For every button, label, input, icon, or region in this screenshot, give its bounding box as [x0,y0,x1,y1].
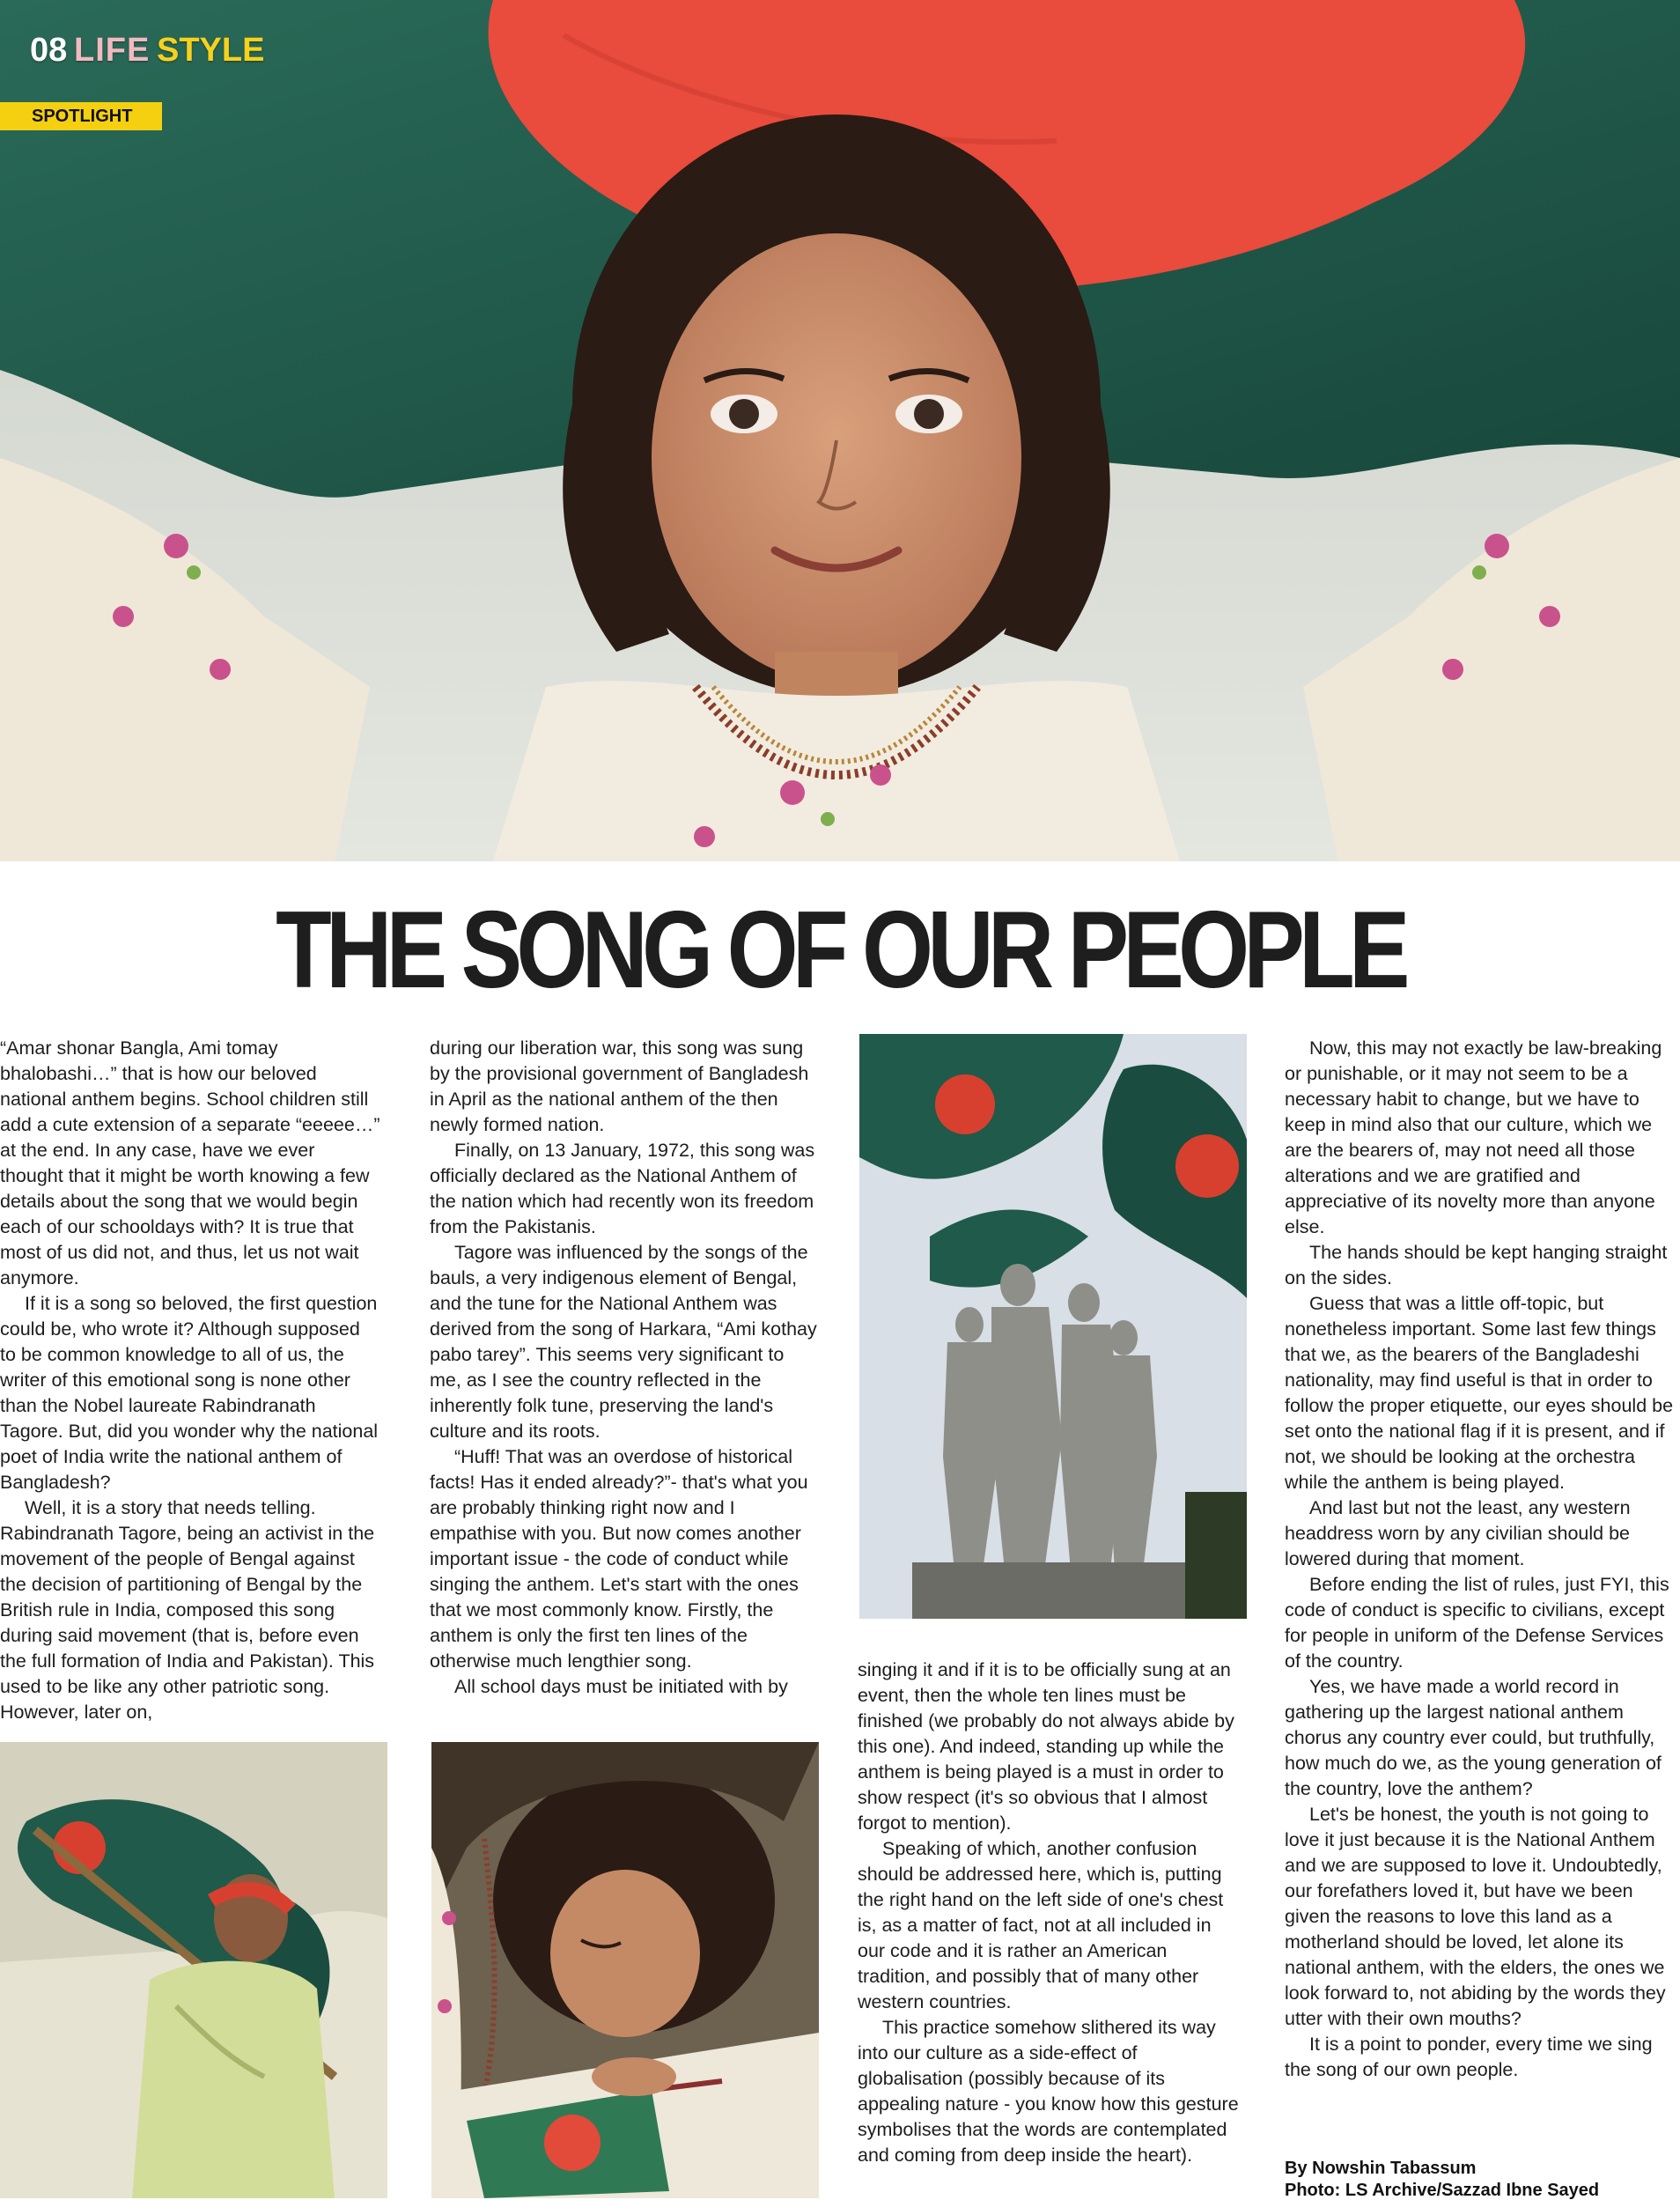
paragraph: If it is a song so beloved, the first question could be, who wrote it? Although supposed to be common knowledge to all of us, the writer of this emotional song is none other than the Nobel laureate Rabindranath Tagore. But, did you wonder why the national poet of India write the national anthem of Bangladesh? [0,1293,379,1493]
article-column-3 [858,1657,1243,2168]
paragraph: during our liberation war, this song was sung by the provisional government of Bangladesh in April as the national anthem of the then newly formed nation. [430,1037,809,1135]
paragraph: singing it and if it is to be officially sung at an event, then the whole ten lines must be finished (we probably do not always abide by this one). And indeed, standing up while the anthem is being played is a must in order to show respect (it's so obvious that I almost forgot to mention). [858,1659,1234,1834]
author-byline: By Nowshin Tabassum [1285,2159,1477,2178]
spotlight-tag: SPOTLIGHT [0,102,162,130]
paragraph: And last but not the least, any western headdress worn by any civilian should be lowered during that moment. [1285,1497,1631,1569]
article-column-4 [1285,1036,1677,2083]
article-headline: THE SONG OF OUR PEOPLE [276,890,1404,1011]
article-column-1 [0,1036,380,1725]
paragraph: Guess that was a little off-topic, but nonetheless important. Some last few things that we, as the bearers of the Bangladeshi nationality, may find useful is that in order to follow the proper etiquette, our eyes should be set onto the national flag if it is present, and if not, we should be looking at the orchestra while the anthem is being played. [1285,1293,1674,1493]
paragraph: Well, it is a story that needs telling. Rabindranath Tagore, being an activist in the movement of the people of Bengal against the decision of partitioning of Bengal by the British rule in India, composed this song during said movement (that is, before even the full formation of India and Pakistan). This used to be like any other patriotic song. However, later on, [0,1497,375,1723]
hero-photo [0,0,1680,861]
paragraph: This practice somehow slithered its way into our culture as a side-effect of globalisation (possibly because of its appealing nature - you know how this gesture symbolises that the words are contemplated and coming from deep inside the heart). [858,2017,1239,2166]
girl-drawing-flag-photo [431,1742,819,2198]
paragraph: “Huff! That was an overdose of historical facts! Has it ended already?”- that's what you are probably thinking right now and I empathise with you. But now comes another important issue - the code of conduct while singing the anthem. Let's start with the ones that we most commonly know. Firstly, the anthem is only the first ten lines of the otherwise much lengthier song. [430,1446,808,1672]
paragraph: The hands should be kept hanging straight on the sides. [1285,1242,1668,1288]
paragraph: Let's be honest, the youth is not going to love it just because it is the National Anthem and we are supposed to love it. Undoubtedly, our forefathers loved it, but have we been given the reasons to love this land as a motherland should be loved, let alone its national anthem, with the elders, the ones we look forward to, not abiding by the words they utter with their own mouths? [1285,1804,1666,2029]
photo-credit: Photo: LS Archive/Sazzad Ibne Sayed [1285,2181,1600,2200]
paragraph: Before ending the list of rules, just FYI, this code of conduct is specific to civilians, except for people in uniform of the Defense Services of the country. [1285,1574,1669,1672]
article-column-2 [430,1036,817,1700]
paragraph: All school days must be initiated with by [454,1676,788,1697]
section-name-life: LIFE [74,32,151,69]
paragraph: “Amar shonar Bangla, Ami tomay bhalobashi…” that is how our beloved national anthem begins. School children still add a cute extension of a separate “eeeee…” at the end. In any case, have we ever thought that it might be worth knowing a few details about the song that we would begin each of our schooldays with? It is true that most of us did not, and thus, let us not wait anymore. [0,1037,380,1288]
paragraph: Yes, we have made a world record in gathering up the largest national anthem chorus any country ever could, but truthfully, how much do we, as the young generation of the country, love the anthem? [1285,1676,1662,1799]
paragraph: Speaking of which, another confusion should be addressed here, which is, putting the right hand on the left side of one's chest is, as a matter of fact, not at all included in our code and it is rather an American tradition, and possibly that of many other western countries. [858,1838,1224,2012]
paragraph: Tagore was influenced by the songs of the bauls, a very indigenous element of Bengal, and the tune for the National Anthem was derived from the song of Harkara, “Ami kothay pabo tarey”. This seems very significant to me, as I see the country reflected in the inherently folk tune, preserving the land's culture and its roots. [430,1242,817,1442]
paragraph: It is a point to ponder, every time we sing the song of our own people. [1285,2034,1653,2080]
man-with-flag-photo [0,1742,387,2198]
statue-with-flags-photo [859,1034,1247,1619]
section-name-style: STYLE [157,32,265,69]
page-number: 08 [30,32,68,69]
paragraph: Now, this may not exactly be law-breaking or punishable, or it may not seem to be a necessary habit to change, but we have to keep in mind also that our culture, which we are the bearers of, may not need all those alterations and we are gratified and appreciative of its novelty more than anyone else. [1285,1037,1662,1237]
paragraph: Finally, on 13 January, 1972, this song was officially declared as the National Anthem of the nation which had recently won its freedom from the Pakistanis. [430,1140,815,1237]
